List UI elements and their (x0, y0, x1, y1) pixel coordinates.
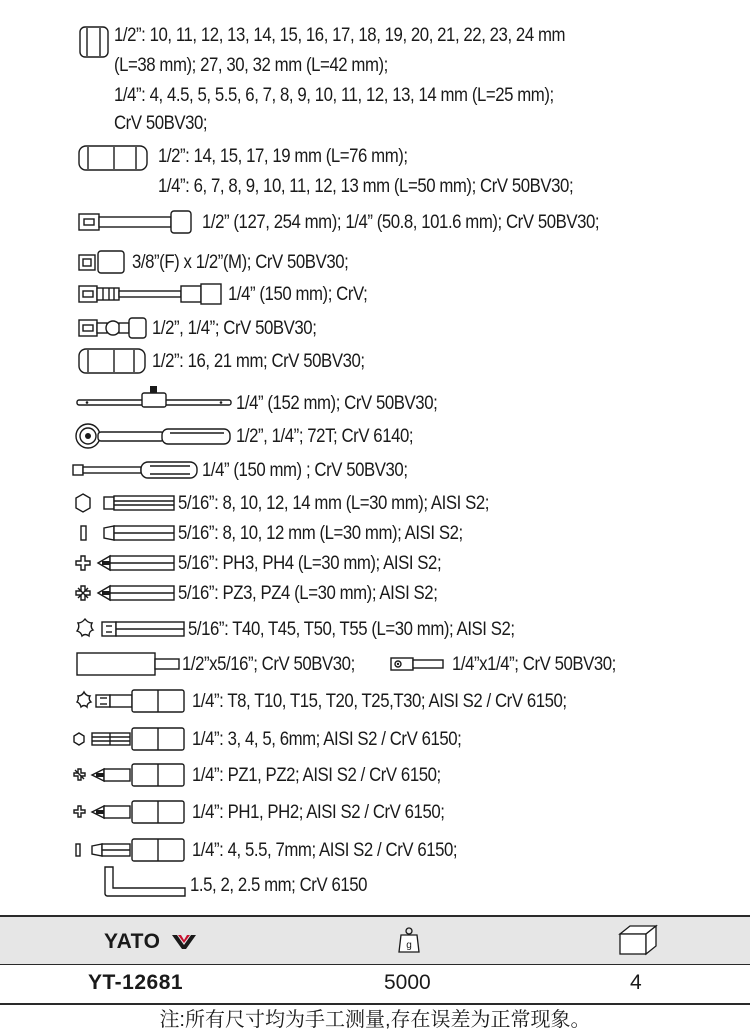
measurement-note: 注:所有尺寸均为手工测量,存在误差为正常现象。 (159, 1009, 591, 1031)
spec-row-phillips-bit-sockets (0, 797, 750, 827)
torx-bit-socket-icon (74, 686, 186, 716)
spec-text: 1/4” (152 mm); CrV 50BV30; (236, 392, 438, 414)
bit-holder-icon (76, 649, 180, 679)
spec-text: 1/4”x1/4”; CrV 50BV30; (452, 653, 616, 675)
spec-text: 5/16”: T40, T45, T50, T55 (L=30 mm); AISI S2; (188, 618, 515, 640)
spec-text: 1/2”: 10, 11, 12, 13, 14, 15, 16, 17, 18, 19, 20, 21, 22, 23, 24 mm (114, 24, 566, 46)
spark-plug-socket-icon (78, 346, 148, 376)
adapter-icon (78, 247, 128, 277)
spec-row-hex-keys (0, 866, 750, 896)
spec-text: 1/4”: T8, T10, T15, T20, T25,T30; AISI S2 / CrV 6150; (192, 690, 567, 712)
hex-bit-icon (74, 488, 176, 518)
spec-text: 1.5, 2, 2.5 mm; CrV 6150 (190, 874, 368, 896)
torx-bit-icon (74, 614, 186, 644)
quantity-value: 4 (630, 971, 642, 994)
spec-row-short-sockets (0, 22, 750, 134)
box-icon (618, 924, 658, 956)
t-bar-icon (76, 386, 232, 416)
spec-row-slotted-bits (0, 518, 750, 548)
spec-row-t-bar (0, 386, 750, 416)
spec-row-universal-joint (0, 313, 750, 343)
extension-bar-icon (78, 207, 194, 237)
spec-text: 1/2” (127, 254 mm); 1/4” (50.8, 101.6 mm); CrV 50BV30; (202, 211, 600, 233)
spec-row-extension-bars (0, 207, 750, 237)
spec-text: 5/16”: PH3, PH4 (L=30 mm); AISI S2; (178, 552, 442, 574)
slotted-bit-socket-icon (74, 835, 186, 865)
spec-text: 5/16”: PZ3, PZ4 (L=30 mm); AISI S2; (178, 582, 438, 604)
spec-text: 1/4” (150 mm); CrV; (228, 283, 368, 305)
spec-text: 1/2”x5/16”; CrV 50BV30; (182, 653, 355, 675)
spec-text: 1/2”: 16, 21 mm; CrV 50BV30; (152, 350, 365, 372)
spec-text: 1/4” (150 mm) ; CrV 50BV30; (202, 459, 408, 481)
spec-text: 5/16”: 8, 10, 12 mm (L=30 mm); AISI S2; (178, 522, 463, 544)
small-bit-holder-icon (390, 649, 446, 679)
weight-icon (398, 927, 420, 953)
brand-name: YATO (104, 930, 161, 953)
phillips-bit-icon (74, 548, 176, 578)
spec-text: 1/2”: 14, 15, 17, 19 mm (L=76 mm); (158, 145, 408, 167)
spec-row-phillips-bits (0, 548, 750, 578)
spec-row-torx-bits (0, 614, 750, 644)
spec-row-spinner-handle (0, 455, 750, 485)
weight-value: 5000 (384, 971, 431, 994)
spec-row-torx-bit-sockets (0, 686, 750, 716)
weight-unit-label: g (406, 940, 412, 951)
spec-row-flexible-extension (0, 279, 750, 309)
short-socket-icon (78, 22, 112, 62)
product-info-table (0, 913, 750, 1005)
spec-text: 1/2”, 1/4”; 72T; CrV 6140; (236, 425, 414, 447)
yato-logo-mark (172, 933, 196, 949)
spec-text: 3/8”(F) x 1/2”(M); CrV 50BV30; (132, 251, 349, 273)
slotted-bit-icon (80, 518, 176, 548)
spec-row-spark-plug-sockets (0, 346, 750, 376)
spec-text: 1/4”: PZ1, PZ2; AISI S2 / CrV 6150; (192, 764, 441, 786)
spec-row-adapter (0, 247, 750, 277)
spec-text: 1/4”: PH1, PH2; AISI S2 / CrV 6150; (192, 801, 445, 823)
spec-row-ratchet (0, 421, 750, 451)
deep-socket-icon (78, 143, 150, 173)
spec-text: 1/4”: 6, 7, 8, 9, 10, 11, 12, 13 mm (L=50 mm); CrV 50BV30; (158, 175, 574, 197)
universal-joint-icon (78, 313, 148, 343)
table-rule (0, 964, 750, 965)
spec-row-deep-sockets (0, 143, 750, 205)
hex-key-icon (100, 866, 188, 900)
ratchet-icon (74, 421, 234, 451)
table-rule (0, 1003, 750, 1005)
pozidriv-bit-socket-icon (72, 760, 186, 790)
hex-bit-socket-icon (72, 724, 186, 754)
spec-row-hex-bit-sockets (0, 724, 750, 754)
spinner-handle-icon (72, 455, 200, 485)
pozidriv-bit-icon (74, 578, 176, 608)
spec-text: 1/4”: 4, 5.5, 7mm; AISI S2 / CrV 6150; (192, 839, 458, 861)
spec-row-pozidriv-bit-sockets (0, 760, 750, 790)
spec-text: 5/16”: 8, 10, 12, 14 mm (L=30 mm); AISI S2; (178, 492, 490, 514)
spec-row-hex-bits (0, 488, 750, 518)
phillips-bit-socket-icon (72, 797, 186, 827)
spec-text: 1/2”, 1/4”; CrV 50BV30; (152, 317, 317, 339)
spec-row-pozidriv-bits (0, 578, 750, 608)
spec-text: CrV 50BV30; (114, 112, 208, 134)
spec-text: (L=38 mm); 27, 30, 32 mm (L=42 mm); (114, 54, 388, 76)
spec-text: 1/4”: 4, 4.5, 5, 5.5, 6, 7, 8, 9, 10, 11, 12, 13, 14 mm (L=25 mm); (114, 84, 554, 106)
spec-row-slotted-bit-sockets (0, 835, 750, 865)
spec-text: 1/4”: 3, 4, 5, 6mm; AISI S2 / CrV 6150; (192, 728, 462, 750)
spec-row-bit-holders (0, 649, 750, 679)
flexible-extension-icon (78, 279, 224, 309)
model-number: YT-12681 (88, 971, 184, 994)
